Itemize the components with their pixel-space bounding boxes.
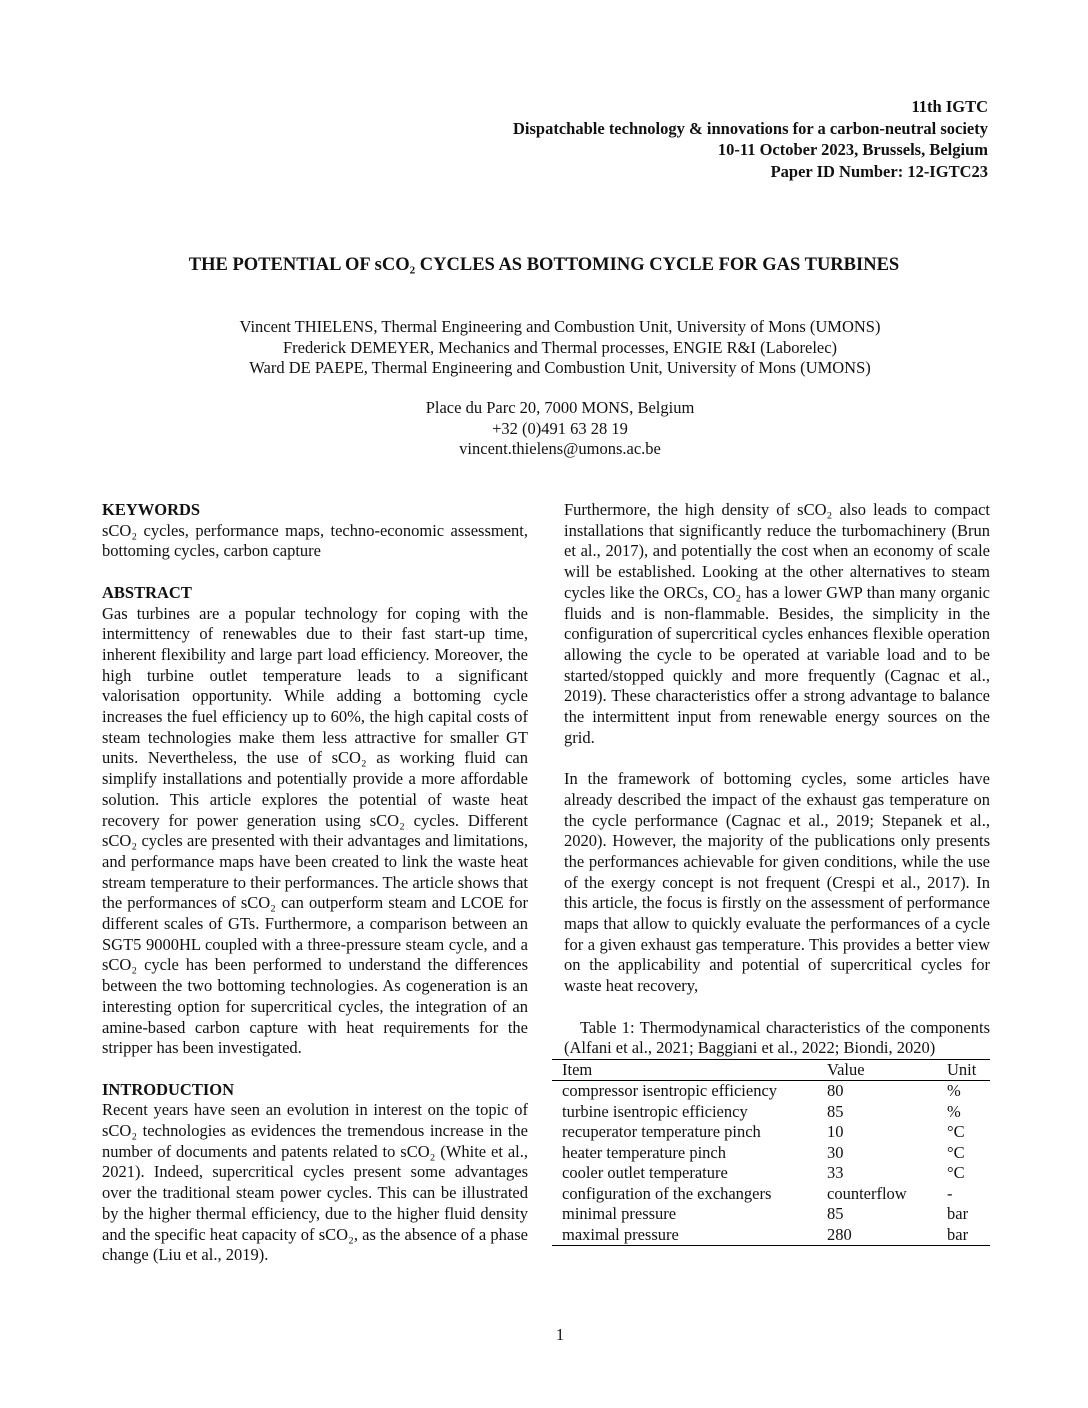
conference-header — [513, 96, 988, 182]
paper-title: THE POTENTIAL OF sCO₂ CYCLES AS BOTTOMING CYCLE FOR GAS TURBINES — [188, 255, 900, 275]
body-paragraph-2: In the framework of bottoming cycles, some articles have already described the impact of the exhaust gas temperature on the cycle performance (Cagnac et al., 2019; Stepanek et al., 2020). However, the majority of the publications only presents the performances achievable for given conditions, while the use of the exergy concept is not frequent (Crespi et al., 2017). In this article, the focus is firstly on the assessment of performance maps that allow to quickly evaluate the performances of a cycle for a given exhaust gas temperature. This provides a better view on the applicability and potential of supercritical cycles for waste heat recovery, — [564, 769, 990, 996]
table-row — [552, 1184, 990, 1205]
header-value: Value — [817, 1059, 937, 1081]
page-number: 1 — [555, 1325, 565, 1344]
header-unit: Unit — [937, 1059, 990, 1081]
value-cell: 85 — [827, 1204, 844, 1224]
table-header-row — [552, 1059, 990, 1081]
abstract-heading: ABSTRACT — [102, 582, 192, 602]
unit-cell: °C — [947, 1122, 965, 1142]
item-cell: cooler outlet temperature — [562, 1163, 728, 1183]
item-cell: configuration of the exchangers — [562, 1183, 772, 1203]
unit-cell: bar — [947, 1204, 969, 1224]
introduction-heading: INTRODUCTION — [102, 1079, 235, 1099]
conference-name: 11th IGTC — [911, 97, 988, 116]
table-row — [552, 1204, 990, 1225]
item-cell: maximal pressure — [552, 1225, 817, 1246]
table-row — [552, 1122, 990, 1143]
author-1: Vincent THIELENS, Thermal Engineering and Combustion Unit, University of Mons (UMONS) — [239, 317, 881, 336]
value-cell: 280 — [817, 1225, 937, 1246]
conference-date: 10-11 October 2023, Brussels, Belgium — [717, 140, 988, 159]
table-caption: Table 1: Thermodynamical characteristics of the components (Alfani et al., 2021; Baggiani et al., 2022; Biondi, 2020) — [564, 1017, 990, 1058]
table-row — [552, 1102, 990, 1123]
phone-number: +32 (0)491 63 28 19 — [492, 418, 628, 438]
keywords-heading: KEYWORDS — [102, 500, 201, 519]
header-item: Item — [552, 1059, 817, 1081]
item-cell: minimal pressure — [562, 1204, 677, 1224]
value-cell: 33 — [827, 1163, 844, 1183]
unit-cell: % — [947, 1101, 961, 1121]
keywords-text: sCO₂ cycles, performance maps, techno-economic assessment, bottoming cycles, carbon capture — [102, 520, 528, 561]
unit-cell: °C — [947, 1163, 965, 1183]
table-row — [552, 1143, 990, 1164]
value-cell: 85 — [827, 1101, 844, 1121]
author-3: Ward DE PAEPE, Thermal Engineering and Combustion Unit, University of Mons (UMONS) — [249, 358, 871, 377]
conference-theme: Dispatchable technology & innovations for a carbon-neutral society — [513, 118, 988, 138]
unit-cell: bar — [937, 1225, 990, 1246]
left-column — [102, 500, 528, 1266]
abstract-text: Gas turbines are a popular technology for coping with the intermittency of renewables due to their fast start-up time, inherent flexibility and large part load efficiency. Moreover, the high turbine outlet temperature leads to a significant valorisation opportunity. While adding a bottoming cycle increases the fuel efficiency up to 60%, the high capital costs of steam technologies make them less attractive for smaller GT units. Nevertheless, the use of sCO₂ as working fluid can simplify installations and potentially provide a more affordable solution. This article explores the potential of waste heat recovery for power generation using sCO₂ cycles. Different sCO₂ cycles are presented with their advantages and limitations, and performance maps have been created to link the waste heat stream temperature to their performances. The article shows that the performances of sCO₂ can outperform steam and LCOE for different scales of GTs. Furthermore, a comparison between an SGT5 9000HL coupled with a three-pressure steam cycle, and a sCO₂ cycle has been performed to understand the differences between the two bottoming technologies. As cogeneration is an interesting option for supercritical cycles, the integration of an amine-based carbon capture with heat requirements for the stripper has been investigated. — [102, 603, 528, 1058]
unit-cell: °C — [947, 1142, 965, 1162]
body-paragraph-1: Furthermore, the high density of sCO₂ also leads to compact installations that significantly reduce the turbomachinery (Brun et al., 2017), and potentially the cost when an economy of scale will be established. Looking at the other alternatives to steam cycles like the ORCs, CO₂ has a lower GWP than many organic fluids and is non-flammable. Besides, the simplicity in the configuration of supercritical cycles enhances flexible operation allowing the cycle to be operated at variable load and to be started/stopped quickly and more frequently (Cagnac et al., 2019). These characteristics offer a strong advantage to balance the intermittent input from renewable energy sources on the grid. — [564, 500, 990, 747]
value-cell: 10 — [827, 1122, 844, 1142]
item-cell: compressor isentropic efficiency — [562, 1081, 778, 1101]
unit-cell: - — [947, 1183, 953, 1203]
table-row — [552, 1081, 990, 1102]
author-list — [0, 317, 1088, 379]
item-cell: heater temperature pinch — [562, 1142, 726, 1162]
unit-cell: % — [947, 1081, 961, 1101]
table-row — [552, 1225, 990, 1246]
item-cell: turbine isentropic efficiency — [562, 1101, 748, 1121]
parameters-table — [552, 1059, 990, 1247]
paper-id: Paper ID Number: 12-IGTC23 — [770, 161, 988, 181]
introduction-text: Recent years have seen an evolution in interest on the topic of sCO₂ technologies as evidences the tremendous increase in the number of documents and patents related to sCO₂ (White et al., 2021). Indeed, supercritical cycles present some advantages over the traditional steam power cycles. This can be illustrated by the higher thermal efficiency, due to the higher fluid density and the specific heat capacity of sCO₂, as the absence of a phase change (Liu et al., 2019). — [102, 1100, 528, 1265]
item-cell: recuperator temperature pinch — [562, 1122, 761, 1142]
right-column — [564, 500, 990, 1246]
contact-block — [0, 398, 1088, 460]
email-address: vincent.thielens@umons.ac.be — [459, 439, 661, 458]
value-cell: counterflow — [827, 1183, 907, 1203]
author-2: Frederick DEMEYER, Mechanics and Thermal processes, ENGIE R&I (Laborelec) — [282, 337, 838, 357]
value-cell: 30 — [827, 1142, 844, 1162]
value-cell: 80 — [827, 1081, 844, 1101]
table-row — [552, 1163, 990, 1184]
postal-address: Place du Parc 20, 7000 MONS, Belgium — [425, 398, 695, 417]
